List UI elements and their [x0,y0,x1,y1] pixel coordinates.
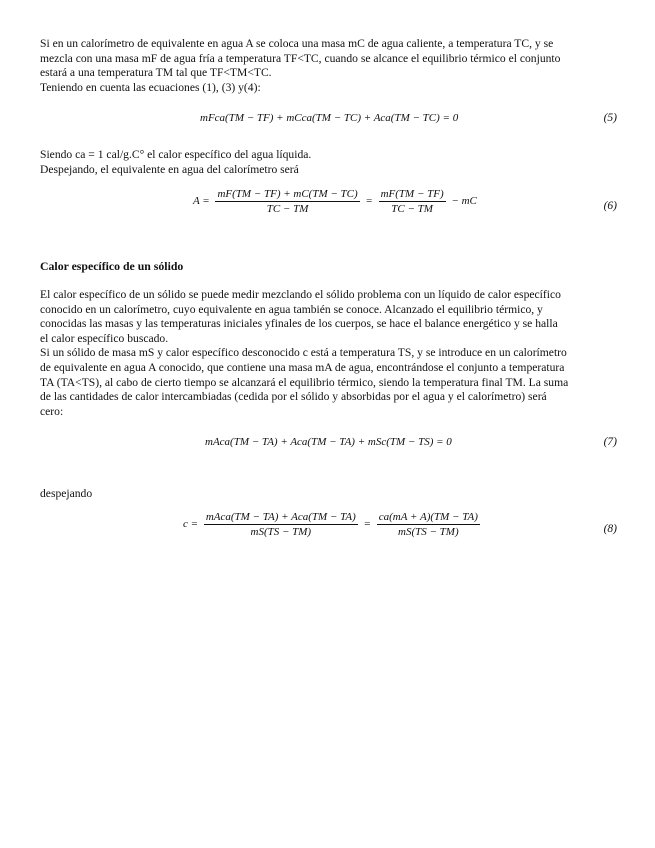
fraction-denominator: mS(TS − TM) [250,526,312,538]
equation-6-lhs: A = [193,195,210,208]
equation-6-fraction-2 [379,188,446,215]
fraction-numerator: ca(mA + A)(TM − TA) [378,511,478,523]
despejando-text: despejando [40,487,93,500]
equation-5-formula: mFca(TM − TF) + mCca(TM − TC) + Aca(TM − TC) = 0 [200,112,459,124]
equals-sign: = [363,518,371,531]
text-line: Despejando, el equivalente en agua del calorímetro será [40,162,299,176]
text-line: estará a una temperatura TM tal que TF<TM<TC. [40,66,272,80]
paragraph-calorimeter-intro [40,37,620,95]
text-line: el calor específico buscado. [40,331,169,345]
section-heading: Calor específico de un sólido [40,259,184,273]
fraction-numerator: mF(TM − TF) [380,188,444,200]
fraction-denominator: mS(TS − TM) [398,526,459,538]
equation-7-number: (7) [603,436,617,448]
equation-8-lhs: c = [183,518,199,531]
text-line: mezcla con una masa mF de agua fría a temperatura TF<TC, cuando se alcance el equilibrio térmico el conjunto [40,51,561,65]
fraction-numerator: mF(TM − TF) + mC(TM − TC) [217,188,358,200]
equation-6-tail: − mC [451,195,477,208]
equation-8-fraction-2 [377,511,480,538]
paragraph-solid-specific-heat [40,288,620,419]
text-line: conocido en un calorímetro, cuyo equivalente en agua también se conoce. Alcanzado el equilibrio térmico, y [40,302,543,316]
text-line: cero: [40,404,64,418]
equals-sign: = [365,195,373,208]
text-line: Si un sólido de masa mS y calor específico desconocido c está a temperatura TS, y se introduce en un calorímetro [40,346,567,360]
text-line: de las cantidades de calor intercambiadas (cedida por el sólido y absorbidas por el agua y el calorímetro) será [40,390,547,404]
text-line: Si en un calorímetro de equivalente en agua A se coloca una masa mC de agua caliente, a temperatura TC, y se [40,37,554,50]
equation-8-formula [183,511,483,538]
fraction-numerator: mAca(TM − TA) + Aca(TM − TA) [205,511,356,523]
paragraph-specific-heat-water [40,148,620,177]
equation-5-number: (5) [603,112,617,124]
equation-7-formula: mAca(TM − TA) + Aca(TM − TA) + mSc(TM − TS) = 0 [205,436,452,448]
equation-6-fraction-1 [215,188,359,215]
text-line: El calor específico de un sólido se puede medir mezclando el sólido problema con un líquido de calor específico [40,288,561,301]
equation-6-formula [193,188,477,215]
equation-6-number: (6) [603,200,617,212]
fraction-denominator: TC − TM [391,203,433,215]
text-line: Siendo ca = 1 cal/g.C° el calor específico del agua líquida. [40,148,312,161]
text-line: de equivalente en agua A conocido, que contiene una masa mA de agua, encontrándose el conjunto a temperatura [40,360,565,374]
text-line: TA (TA<TS), al cabo de cierto tiempo se alcanzará el equilibrio térmico, siendo la temperatura final TM. La suma [40,375,569,389]
equation-8-number: (8) [603,523,617,535]
text-line: Teniendo en cuenta las ecuaciones (1), (3) y(4): [40,80,261,94]
fraction-denominator: TC − TM [266,203,309,215]
equation-8-fraction-1 [204,511,358,538]
text-line: conocidas las masas y las temperaturas iniciales yfinales de los cuerpos, se hace el balance energético y se halla [40,317,558,331]
